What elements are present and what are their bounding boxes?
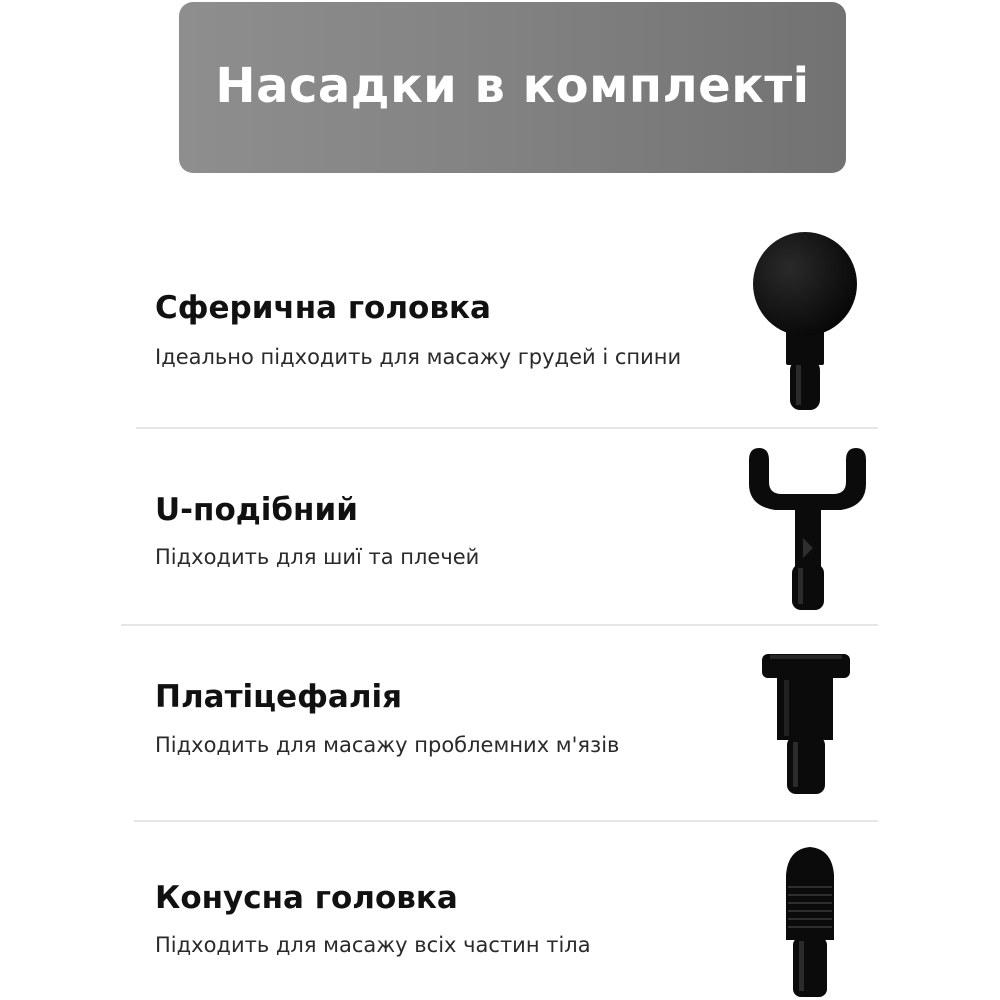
item-description: Ідеально підходить для масажу грудей і спини [155, 345, 682, 369]
divider [134, 820, 878, 822]
bullet-attachment-icon [780, 845, 840, 1000]
header-banner [179, 2, 846, 173]
item-description: Підходить для масажу проблемних м'язів [155, 733, 620, 757]
item-title: U-подібний [155, 492, 358, 528]
flat-attachment-icon [760, 650, 855, 800]
divider [136, 427, 878, 429]
ball-attachment-icon [748, 230, 863, 415]
divider [121, 624, 878, 626]
fork-attachment-icon [745, 440, 870, 615]
item-title: Сферична головка [155, 290, 491, 326]
page-title: Насадки в комплекті [215, 57, 810, 114]
item-title: Конусна головка [155, 880, 458, 916]
item-description: Підходить для шиї та плечей [155, 545, 480, 569]
item-title: Платіцефалія [155, 679, 403, 715]
item-description: Підходить для масажу всіх частин тіла [155, 933, 591, 957]
